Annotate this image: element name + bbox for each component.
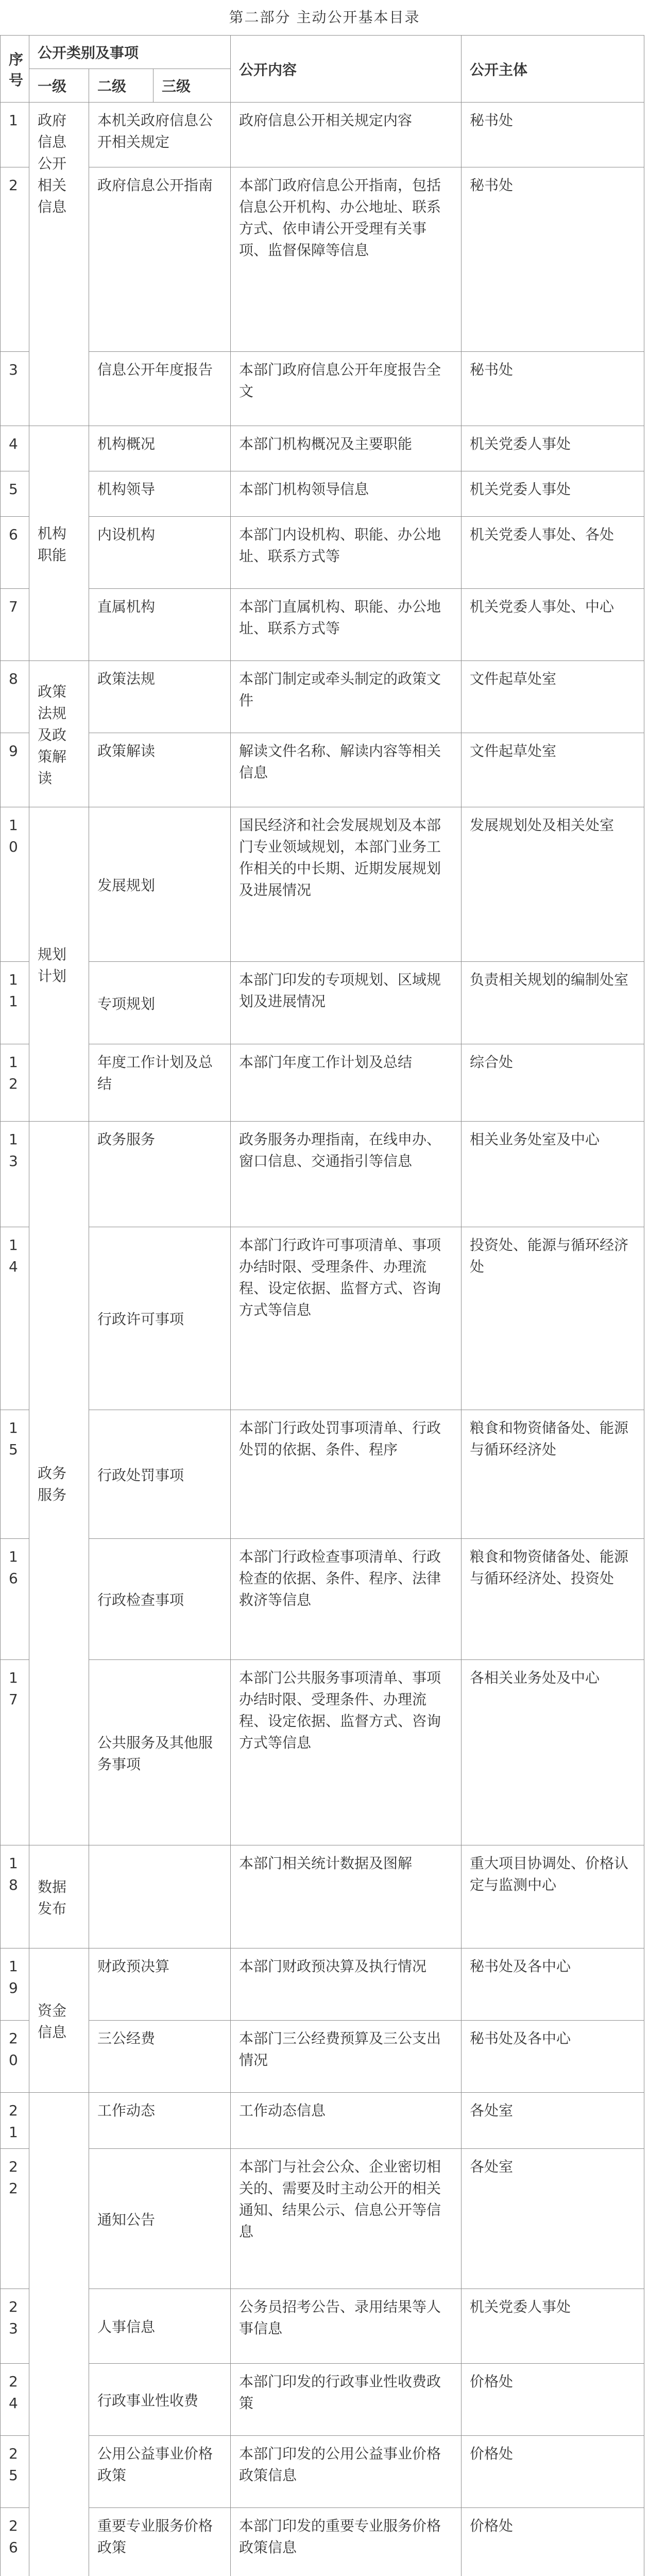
- content-cell: 本部门政府信息公开指南，包括信息公开机构、办公地址、联系方式、依申请公开受理有关事项、监督保障等信息: [231, 167, 462, 352]
- row-seq: 3: [1, 352, 29, 426]
- level2-cell: 财政预决算: [89, 1948, 231, 2021]
- level2-cell: 发展规划: [89, 807, 231, 962]
- row-seq: 13: [1, 1122, 29, 1227]
- row-seq: 20: [1, 2021, 29, 2093]
- row-seq: 23: [1, 2289, 29, 2364]
- content-cell: 本部门财政预决算及执行情况: [231, 1948, 462, 2021]
- level2-cell: 内设机构: [89, 517, 231, 589]
- subject-cell: 机关党委人事处: [462, 426, 644, 471]
- level2-cell: 信息公开年度报告: [89, 352, 231, 426]
- content-cell: 本部门行政检查事项清单、行政检查的依据、条件、程序、法律救济等信息: [231, 1539, 462, 1660]
- table-row: [1, 733, 644, 807]
- level1-cell: [29, 2093, 89, 2576]
- level2-cell: 直属机构: [89, 589, 231, 661]
- subject-cell: 价格处: [462, 2508, 644, 2576]
- row-seq: 6: [1, 517, 29, 589]
- level2-cell: 通知公告: [89, 2149, 231, 2289]
- row-seq: 19: [1, 1948, 29, 2021]
- subject-cell: 机关党委人事处、各处: [462, 517, 644, 589]
- content-cell: 政务服务办理指南，在线申办、窗口信息、交通指引等信息: [231, 1122, 462, 1227]
- row-seq: 25: [1, 2436, 29, 2508]
- subject-cell: 机关党委人事处: [462, 2289, 644, 2364]
- level2-cell: 公共服务及其他服务事项: [89, 1660, 231, 1845]
- subject-cell: 机关党委人事处: [462, 471, 644, 517]
- row-seq: 11: [1, 962, 29, 1044]
- content-cell: 本部门相关统计数据及图解: [231, 1845, 462, 1948]
- table-row: [1, 1845, 644, 1948]
- subject-cell: 秘书处: [462, 103, 644, 167]
- table-row: [1, 589, 644, 661]
- content-cell: 本部门三公经费预算及三公支出情况: [231, 2021, 462, 2093]
- level2-cell: 机构领导: [89, 471, 231, 517]
- content-cell: 本部门机构领导信息: [231, 471, 462, 517]
- table-row: [1, 1122, 644, 1227]
- subject-cell: 发展规划处及相关处室: [462, 807, 644, 962]
- header-subject: 公开主体: [462, 36, 644, 103]
- table-row: [1, 103, 644, 167]
- header-level1: 一级: [29, 69, 89, 103]
- row-seq: 18: [1, 1845, 29, 1948]
- subject-cell: 价格处: [462, 2436, 644, 2508]
- row-seq: 4: [1, 426, 29, 471]
- content-cell: 国民经济和社会发展规划及本部门专业领域规划，本部门业务工作相关的中长期、近期发展规划及进展情况: [231, 807, 462, 962]
- table-row: [1, 661, 644, 733]
- subject-cell: 价格处: [462, 2364, 644, 2436]
- content-cell: 公务员招考公告、录用结果等人事信息: [231, 2289, 462, 2364]
- level2-cell: 政策法规: [89, 661, 231, 733]
- subject-cell: 秘书处及各中心: [462, 2021, 644, 2093]
- row-seq: 24: [1, 2364, 29, 2436]
- table-row: [1, 471, 644, 517]
- row-seq: 2: [1, 167, 29, 352]
- subject-cell: 秘书处及各中心: [462, 1948, 644, 2021]
- subject-cell: 各处室: [462, 2149, 644, 2289]
- table-row: [1, 1044, 644, 1122]
- table-row: [1, 2149, 644, 2289]
- level1-cell: 政务服务: [29, 1122, 89, 1845]
- subject-cell: 机关党委人事处、中心: [462, 589, 644, 661]
- content-cell: 本部门印发的专项规划、区域规划及进展情况: [231, 962, 462, 1044]
- content-cell: 本部门印发的重要专业服务价格政策信息: [231, 2508, 462, 2576]
- content-cell: 本部门内设机构、职能、办公地址、联系方式等: [231, 517, 462, 589]
- subject-cell: 秘书处: [462, 167, 644, 352]
- level2-cell: 工作动态: [89, 2093, 231, 2149]
- content-cell: 政府信息公开相关规定内容: [231, 103, 462, 167]
- subject-cell: 投资处、能源与循环经济处: [462, 1227, 644, 1410]
- table-row: [1, 1410, 644, 1539]
- content-cell: 本部门直属机构、职能、办公地址、联系方式等: [231, 589, 462, 661]
- level1-cell: 政府信息公开相关信息: [29, 103, 89, 426]
- row-seq: 15: [1, 1410, 29, 1539]
- row-seq: 8: [1, 661, 29, 733]
- table-row: [1, 517, 644, 589]
- level1-cell: 数据发布: [29, 1845, 89, 1948]
- content-cell: 本部门行政许可事项清单、事项办结时限、受理条件、办理流程、设定依据、监督方式、咨询方式等信息: [231, 1227, 462, 1410]
- table-row: [1, 352, 644, 426]
- content-cell: 本部门年度工作计划及总结: [231, 1044, 462, 1122]
- catalog-table: [0, 35, 644, 2576]
- content-cell: 本部门制定或牵头制定的政策文件: [231, 661, 462, 733]
- content-cell: 工作动态信息: [231, 2093, 462, 2149]
- level2-cell: 公用公益事业价格政策: [89, 2436, 231, 2508]
- level1-cell: 资金信息: [29, 1948, 89, 2093]
- level2-cell: 人事信息: [89, 2289, 231, 2364]
- table-row: [1, 2093, 644, 2149]
- level2-cell: 三公经费: [89, 2021, 231, 2093]
- subject-cell: 各相关业务处及中心: [462, 1660, 644, 1845]
- header-level2: 二级: [89, 69, 153, 103]
- table-row: [1, 2508, 644, 2576]
- subject-cell: 粮食和物资储备处、能源与循环经济处: [462, 1410, 644, 1539]
- level2-cell: 政务服务: [89, 1122, 231, 1227]
- row-seq: 14: [1, 1227, 29, 1410]
- level2-cell: 行政许可事项: [89, 1227, 231, 1410]
- level2-cell: 行政处罚事项: [89, 1410, 231, 1539]
- content-cell: 本部门行政处罚事项清单、行政处罚的依据、条件、程序: [231, 1410, 462, 1539]
- subject-cell: 文件起草处室: [462, 661, 644, 733]
- table-row: [1, 1539, 644, 1660]
- level2-cell: 机构概况: [89, 426, 231, 471]
- table-row: [1, 962, 644, 1044]
- header-seq: 序号: [1, 36, 29, 103]
- row-seq: 9: [1, 733, 29, 807]
- content-cell: 解读文件名称、解读内容等相关信息: [231, 733, 462, 807]
- row-seq: 26: [1, 2508, 29, 2576]
- level2-cell: 年度工作计划及总结: [89, 1044, 231, 1122]
- row-seq: 5: [1, 471, 29, 517]
- level2-cell: 行政检查事项: [89, 1539, 231, 1660]
- subject-cell: 综合处: [462, 1044, 644, 1122]
- subject-cell: 各处室: [462, 2093, 644, 2149]
- content-cell: 本部门政府信息公开年度报告全文: [231, 352, 462, 426]
- table-row: [1, 426, 644, 471]
- subject-cell: 负责相关规划的编制处室: [462, 962, 644, 1044]
- content-cell: 本部门与社会公众、企业密切相关的、需要及时主动公开的相关通知、结果公示、信息公开等信息: [231, 2149, 462, 2289]
- subject-cell: 粮食和物资储备处、能源与循环经济处、投资处: [462, 1539, 644, 1660]
- content-cell: 本部门印发的公用公益事业价格政策信息: [231, 2436, 462, 2508]
- level2-cell: 政策解读: [89, 733, 231, 807]
- row-seq: 16: [1, 1539, 29, 1660]
- header-category-group: 公开类别及事项: [29, 36, 231, 69]
- table-row: [1, 1948, 644, 2021]
- row-seq: 12: [1, 1044, 29, 1122]
- row-seq: 22: [1, 2149, 29, 2289]
- subject-cell: 文件起草处室: [462, 733, 644, 807]
- table-row: [1, 807, 644, 962]
- level2-cell: [89, 1845, 231, 1948]
- level1-cell: 规划计划: [29, 807, 89, 1122]
- table-row: [1, 167, 644, 352]
- level2-cell: 政府信息公开指南: [89, 167, 231, 352]
- row-seq: 21: [1, 2093, 29, 2149]
- row-seq: 7: [1, 589, 29, 661]
- subject-cell: 重大项目协调处、价格认定与监测中心: [462, 1845, 644, 1948]
- header-row: [1, 36, 644, 69]
- content-cell: 本部门印发的行政事业性收费政策: [231, 2364, 462, 2436]
- level2-cell: 专项规划: [89, 962, 231, 1044]
- table-row: [1, 2436, 644, 2508]
- level1-cell: 机构职能: [29, 426, 89, 661]
- level2-cell: 本机关政府信息公开相关规定: [89, 103, 231, 167]
- content-cell: 本部门机构概况及主要职能: [231, 426, 462, 471]
- table-row: [1, 1660, 644, 1845]
- table-row: [1, 2021, 644, 2093]
- subject-cell: 秘书处: [462, 352, 644, 426]
- row-seq: 10: [1, 807, 29, 962]
- table-row: [1, 2289, 644, 2364]
- header-content: 公开内容: [231, 36, 462, 103]
- row-seq: 1: [1, 103, 29, 167]
- subject-cell: 相关业务处室及中心: [462, 1122, 644, 1227]
- row-seq: 17: [1, 1660, 29, 1845]
- level2-cell: 行政事业性收费: [89, 2364, 231, 2436]
- level2-cell: 重要专业服务价格政策: [89, 2508, 231, 2576]
- table-row: [1, 2364, 644, 2436]
- page-title: 第二部分 主动公开基本目录: [229, 9, 420, 26]
- table-row: [1, 1227, 644, 1410]
- header-level3: 三级: [153, 69, 231, 103]
- level1-cell: 政策法规及政策解读: [29, 661, 89, 807]
- content-cell: 本部门公共服务事项清单、事项办结时限、受理条件、办理流程、设定依据、监督方式、咨询方式等信息: [231, 1660, 462, 1845]
